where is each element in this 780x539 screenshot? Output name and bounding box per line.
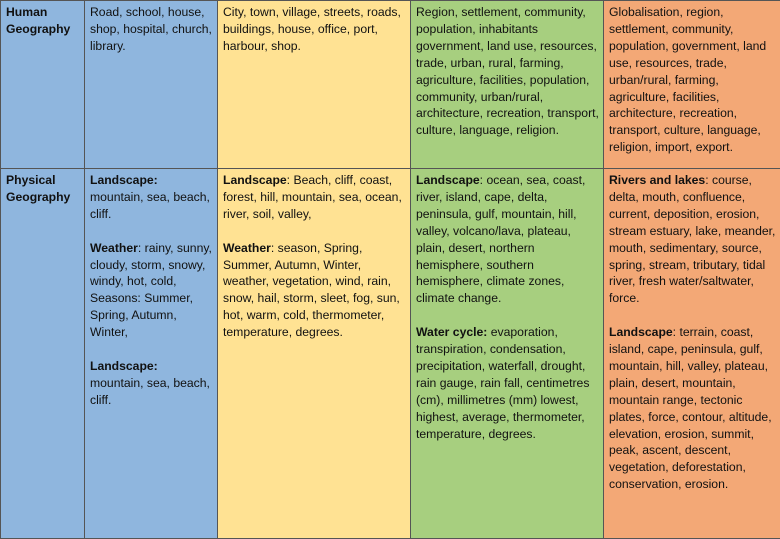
section-label: Water cycle:	[416, 325, 487, 339]
section-label: Landscape:	[90, 173, 158, 187]
physical-geography-header: Physical Geography	[1, 169, 85, 539]
section-label: Landscape	[416, 173, 480, 187]
human-col-2: City, town, village, streets, roads, buildings, house, office, port, harbour, shop.	[218, 1, 411, 169]
physical-col-1-landscape	[90, 172, 213, 223]
section-label: Landscape	[223, 173, 287, 187]
human-col-4: Globalisation, region, settlement, community, population, government, land use, resources, trade, urban/rural, farming, agriculture, facilities, architecture, recreation, transport, culture, language, religion, import, export.	[604, 1, 780, 169]
physical-col-2	[218, 169, 411, 539]
human-col-3: Region, settlement, community, population, inhabitants government, land use, resources, trade, urban, rural, farming, agriculture, facilities, population, community, urban/rural, architecture, recreation, transport, culture, language, religion.	[411, 1, 604, 169]
section-label: Weather	[223, 241, 271, 255]
physical-col-3-water-cycle	[416, 324, 599, 442]
physical-col-3-landscape	[416, 172, 599, 307]
section-text: mountain, sea, beach, cliff.	[90, 190, 210, 221]
section-label: Landscape:	[90, 359, 158, 373]
physical-col-2-landscape	[223, 172, 406, 223]
section-text: : rainy, sunny, cloudy, storm, snowy, windy, hot, cold, Seasons: Summer, Spring, Autumn, Winter,	[90, 241, 212, 340]
human-geography-header: Human Geography	[1, 1, 85, 169]
physical-geography-row	[1, 169, 780, 539]
section-label: Weather	[90, 241, 138, 255]
physical-col-1	[85, 169, 218, 539]
section-text: : ocean, sea, coast, river, island, cape, delta, peninsula, gulf, mountain, hill, valley, volcano/lava, plateau, plain, desert, northern hemisphere, southern hemisphere, climate zones, climate change.	[416, 173, 585, 305]
physical-col-1-landscape-repeat	[90, 358, 213, 409]
physical-col-4-landscape	[609, 324, 776, 493]
human-geography-row	[1, 1, 780, 169]
section-label: Rivers and lakes	[609, 173, 705, 187]
section-text: mountain, sea, beach, cliff.	[90, 376, 210, 407]
section-label: Landscape	[609, 325, 673, 339]
human-col-1: Road, school, house, shop, hospital, church, library.	[85, 1, 218, 169]
section-text: evaporation, transpiration, condensation, precipitation, waterfall, drought, rain gauge, rain fall, centimetres (cm), millimetres (mm) lowest, highest, average, thermometer, temperature, degrees.	[416, 325, 589, 440]
section-text: : course, delta, mouth, confluence, current, deposition, erosion, stream estuary, lake, meander, mouth, sedimentary, source, spring, stream, tributary, tidal river, fresh water/saltwater, force.	[609, 173, 775, 305]
physical-col-4-rivers-lakes	[609, 172, 776, 307]
section-text: : terrain, coast, island, cape, peninsula, gulf, mountain, hill, valley, plateau, plain, desert, mountain, mountain range, tectonic plates, force, contour, altitude, elevation, erosion, summit, peak, ascent, descent, vegetation, deforestation, conservation, erosion.	[609, 325, 772, 491]
physical-col-3	[411, 169, 604, 539]
physical-col-2-weather	[223, 240, 406, 341]
section-text: : Beach, cliff, coast, forest, hill, mountain, sea, ocean, river, soil, valley,	[223, 173, 402, 221]
section-text: : season, Spring, Summer, Autumn, Winter, weather, vegetation, wind, rain, snow, hail, storm, sleet, fog, sun, hot, warm, cold, thermometer, temperature, degrees.	[223, 241, 400, 340]
physical-col-1-weather	[90, 240, 213, 341]
physical-col-4	[604, 169, 780, 539]
